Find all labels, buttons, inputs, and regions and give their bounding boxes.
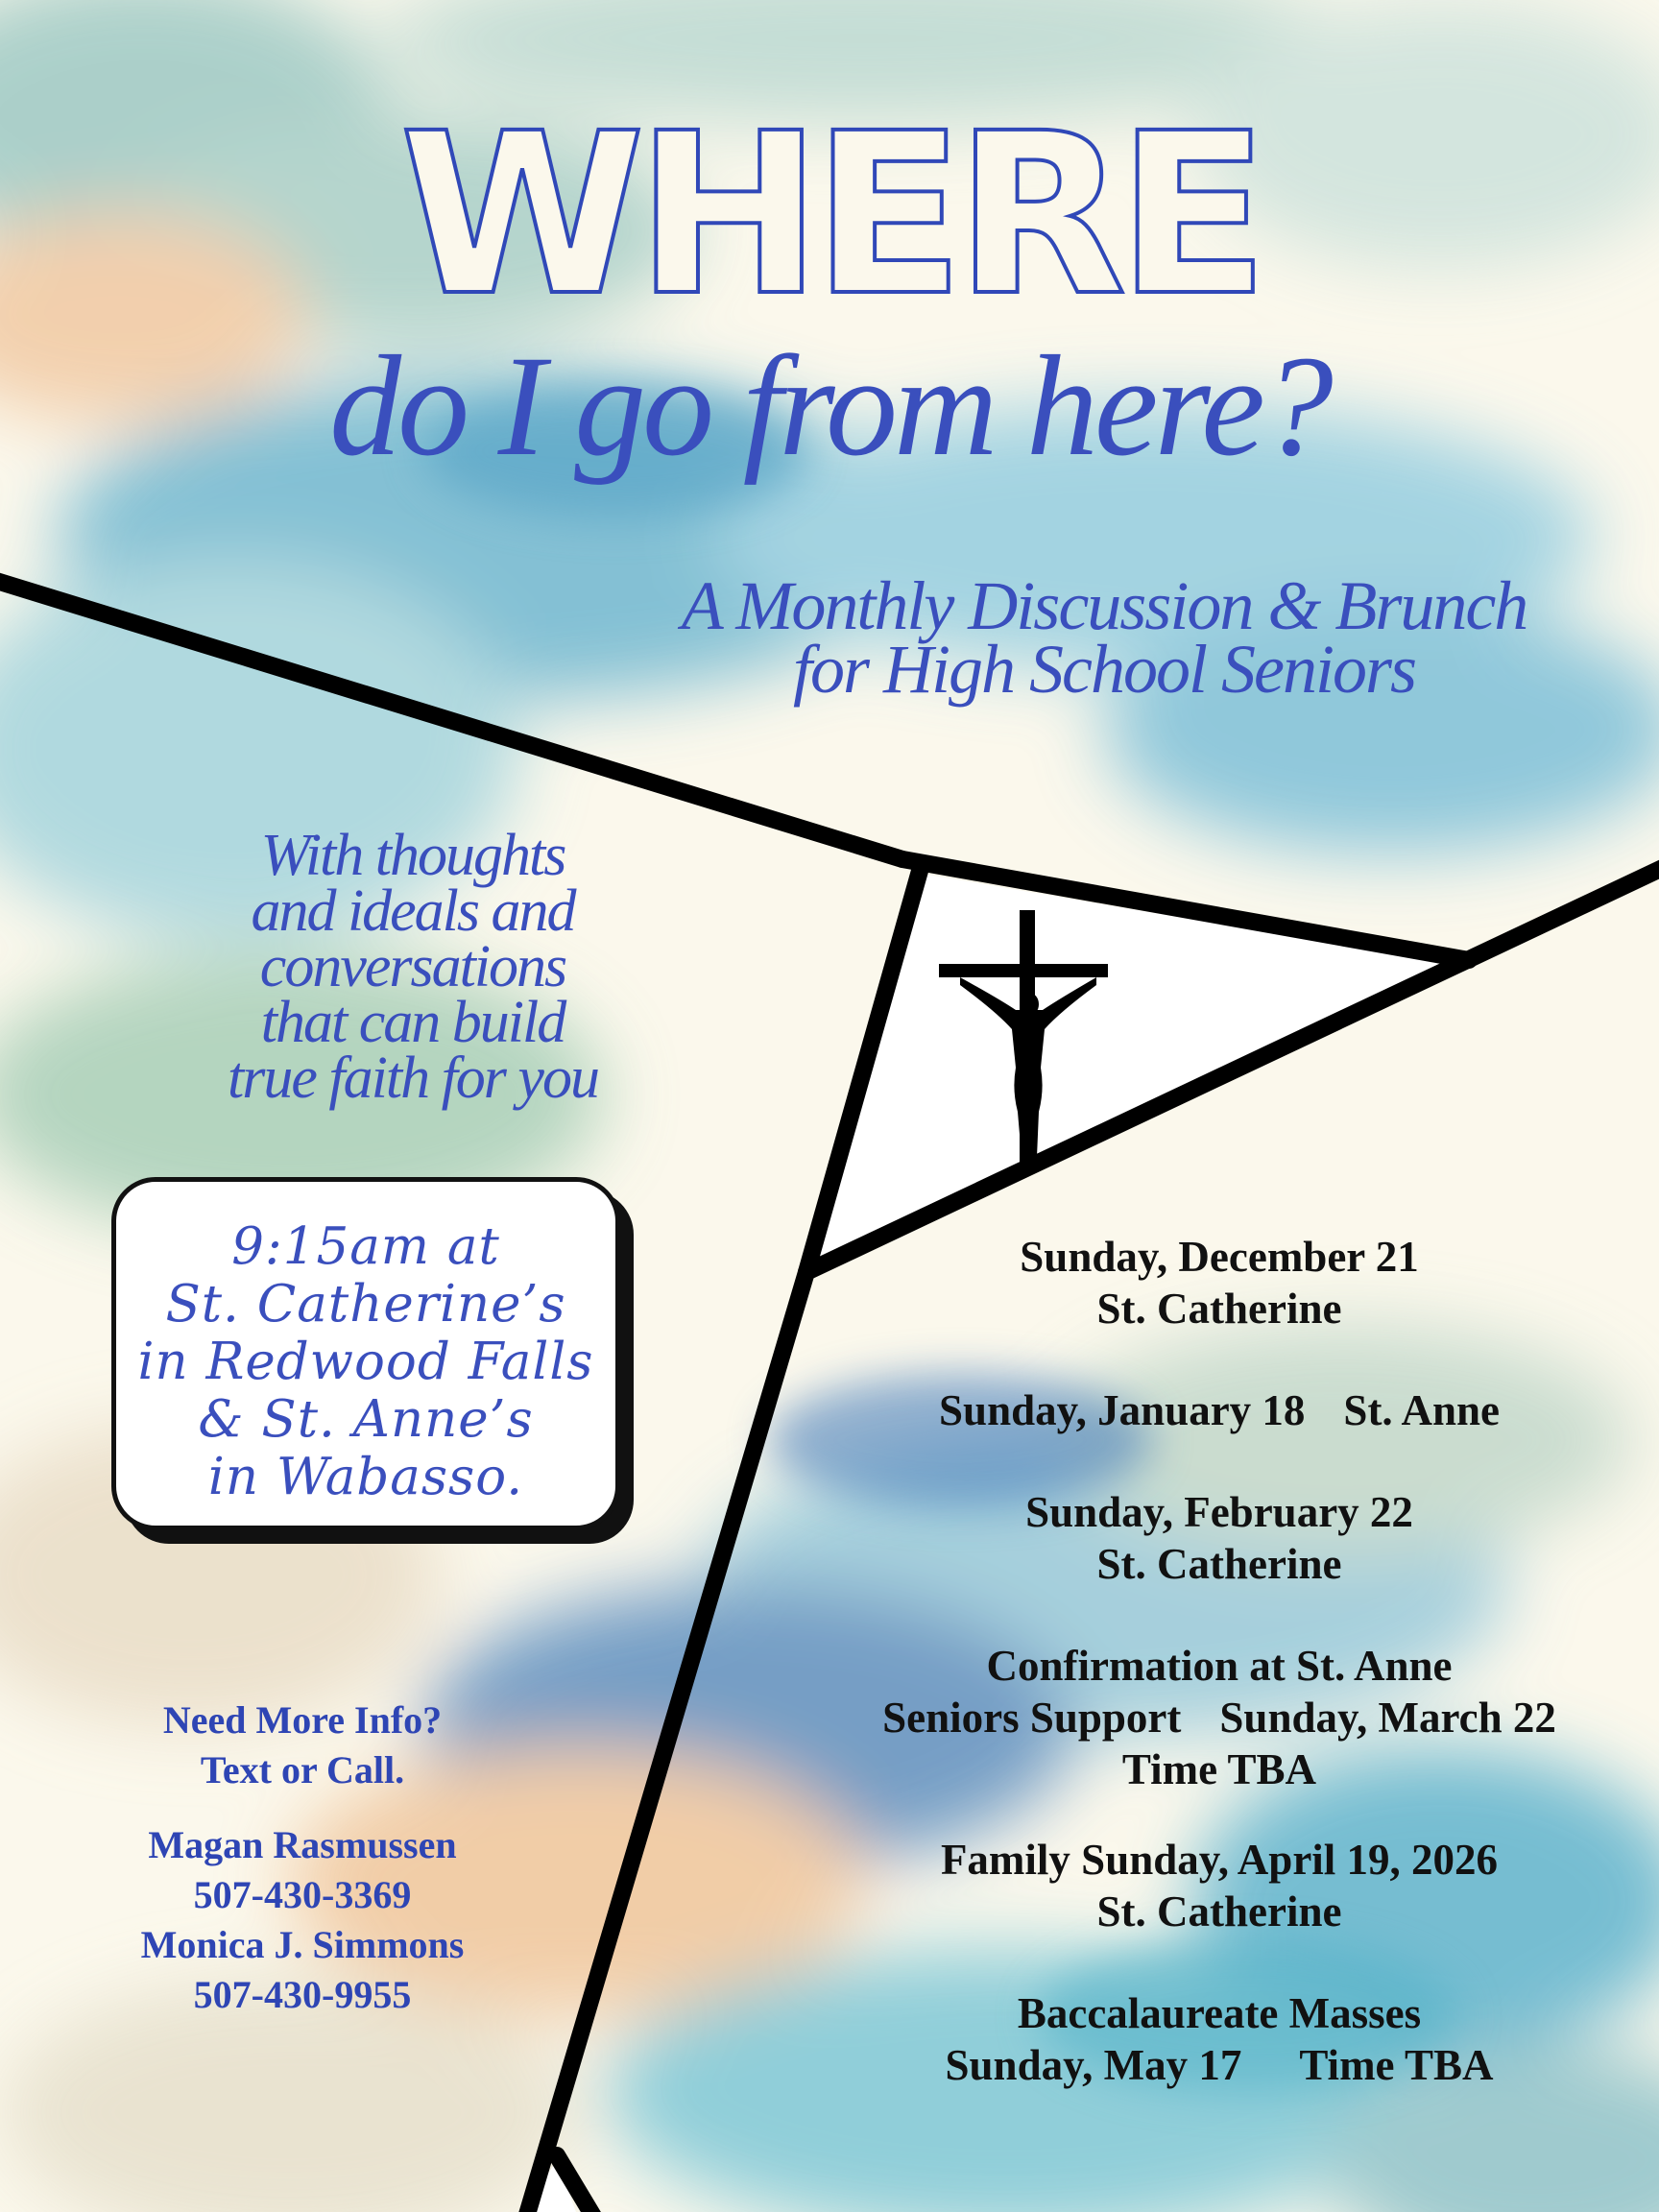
thoughts-line: With thoughts: [260, 823, 565, 888]
schedule-event: [797, 1231, 1642, 1334]
contact-heading: Need More Info?: [162, 1698, 443, 1742]
schedule-event: [797, 1640, 1642, 1795]
subtitle: do I go from here?: [329, 326, 1330, 486]
time-location-line: & St. Anne’s: [198, 1390, 534, 1449]
thoughts-text: [134, 823, 691, 1111]
event-date: Sunday, December 21: [1020, 1233, 1419, 1281]
event-date: Sunday, May 17: [945, 2041, 1242, 2089]
title: WHERE: [399, 85, 1260, 345]
event-location: St. Catherine: [1096, 1285, 1342, 1333]
event-title: Confirmation at St. Anne: [986, 1642, 1453, 1690]
event-date: Sunday, February 22: [1025, 1488, 1413, 1536]
thoughts-line: conversations: [259, 934, 566, 999]
time-location-line: in Redwood Falls: [137, 1333, 594, 1391]
time-location-line: in Wabasso.: [207, 1448, 524, 1506]
schedule: [797, 1231, 1642, 2141]
contact-info: [96, 1695, 509, 2020]
event-location: St. Catherine: [1096, 1540, 1342, 1588]
event-location: St. Catherine: [1096, 1887, 1342, 1936]
event-time: Time TBA: [1299, 2041, 1494, 2089]
tagline-line: for High School Seniors: [793, 631, 1415, 708]
thoughts-line: and ideals and: [251, 878, 575, 944]
event-title: Baccalaureate Masses: [1017, 1989, 1422, 2037]
event-location: St. Anne: [1343, 1386, 1500, 1434]
schedule-event: [797, 1834, 1642, 1937]
event-note: Seniors Support: [882, 1694, 1182, 1742]
time-location-box: [111, 1177, 620, 1530]
contact-phone: 507-430-3369: [193, 1873, 412, 1916]
contact-heading: Text or Call.: [200, 1748, 405, 1791]
contact-name: Monica J. Simmons: [140, 1923, 465, 1966]
contact-phone: 507-430-9955: [193, 1973, 412, 2016]
event-time: Time TBA: [1121, 1745, 1317, 1793]
schedule-event: [797, 1486, 1642, 1590]
contact-name: Magan Rasmussen: [148, 1823, 457, 1866]
event-date: Family Sunday, April 19, 2026: [940, 1836, 1499, 1884]
event-date: Sunday, March 22: [1219, 1694, 1556, 1742]
schedule-event: [797, 1384, 1642, 1436]
thoughts-line: true faith for you: [228, 1046, 598, 1111]
time-location-line: 9:15am at: [231, 1217, 500, 1276]
schedule-event: [797, 1987, 1642, 2091]
tagline: [576, 567, 1632, 708]
event-date: Sunday, January 18: [939, 1386, 1306, 1434]
tagline-line: A Monthly Discussion & Brunch: [681, 567, 1527, 644]
time-location-line: St. Catherine’s: [165, 1275, 566, 1334]
thoughts-line: that can build: [260, 990, 565, 1055]
time-location-text: [116, 1218, 615, 1506]
